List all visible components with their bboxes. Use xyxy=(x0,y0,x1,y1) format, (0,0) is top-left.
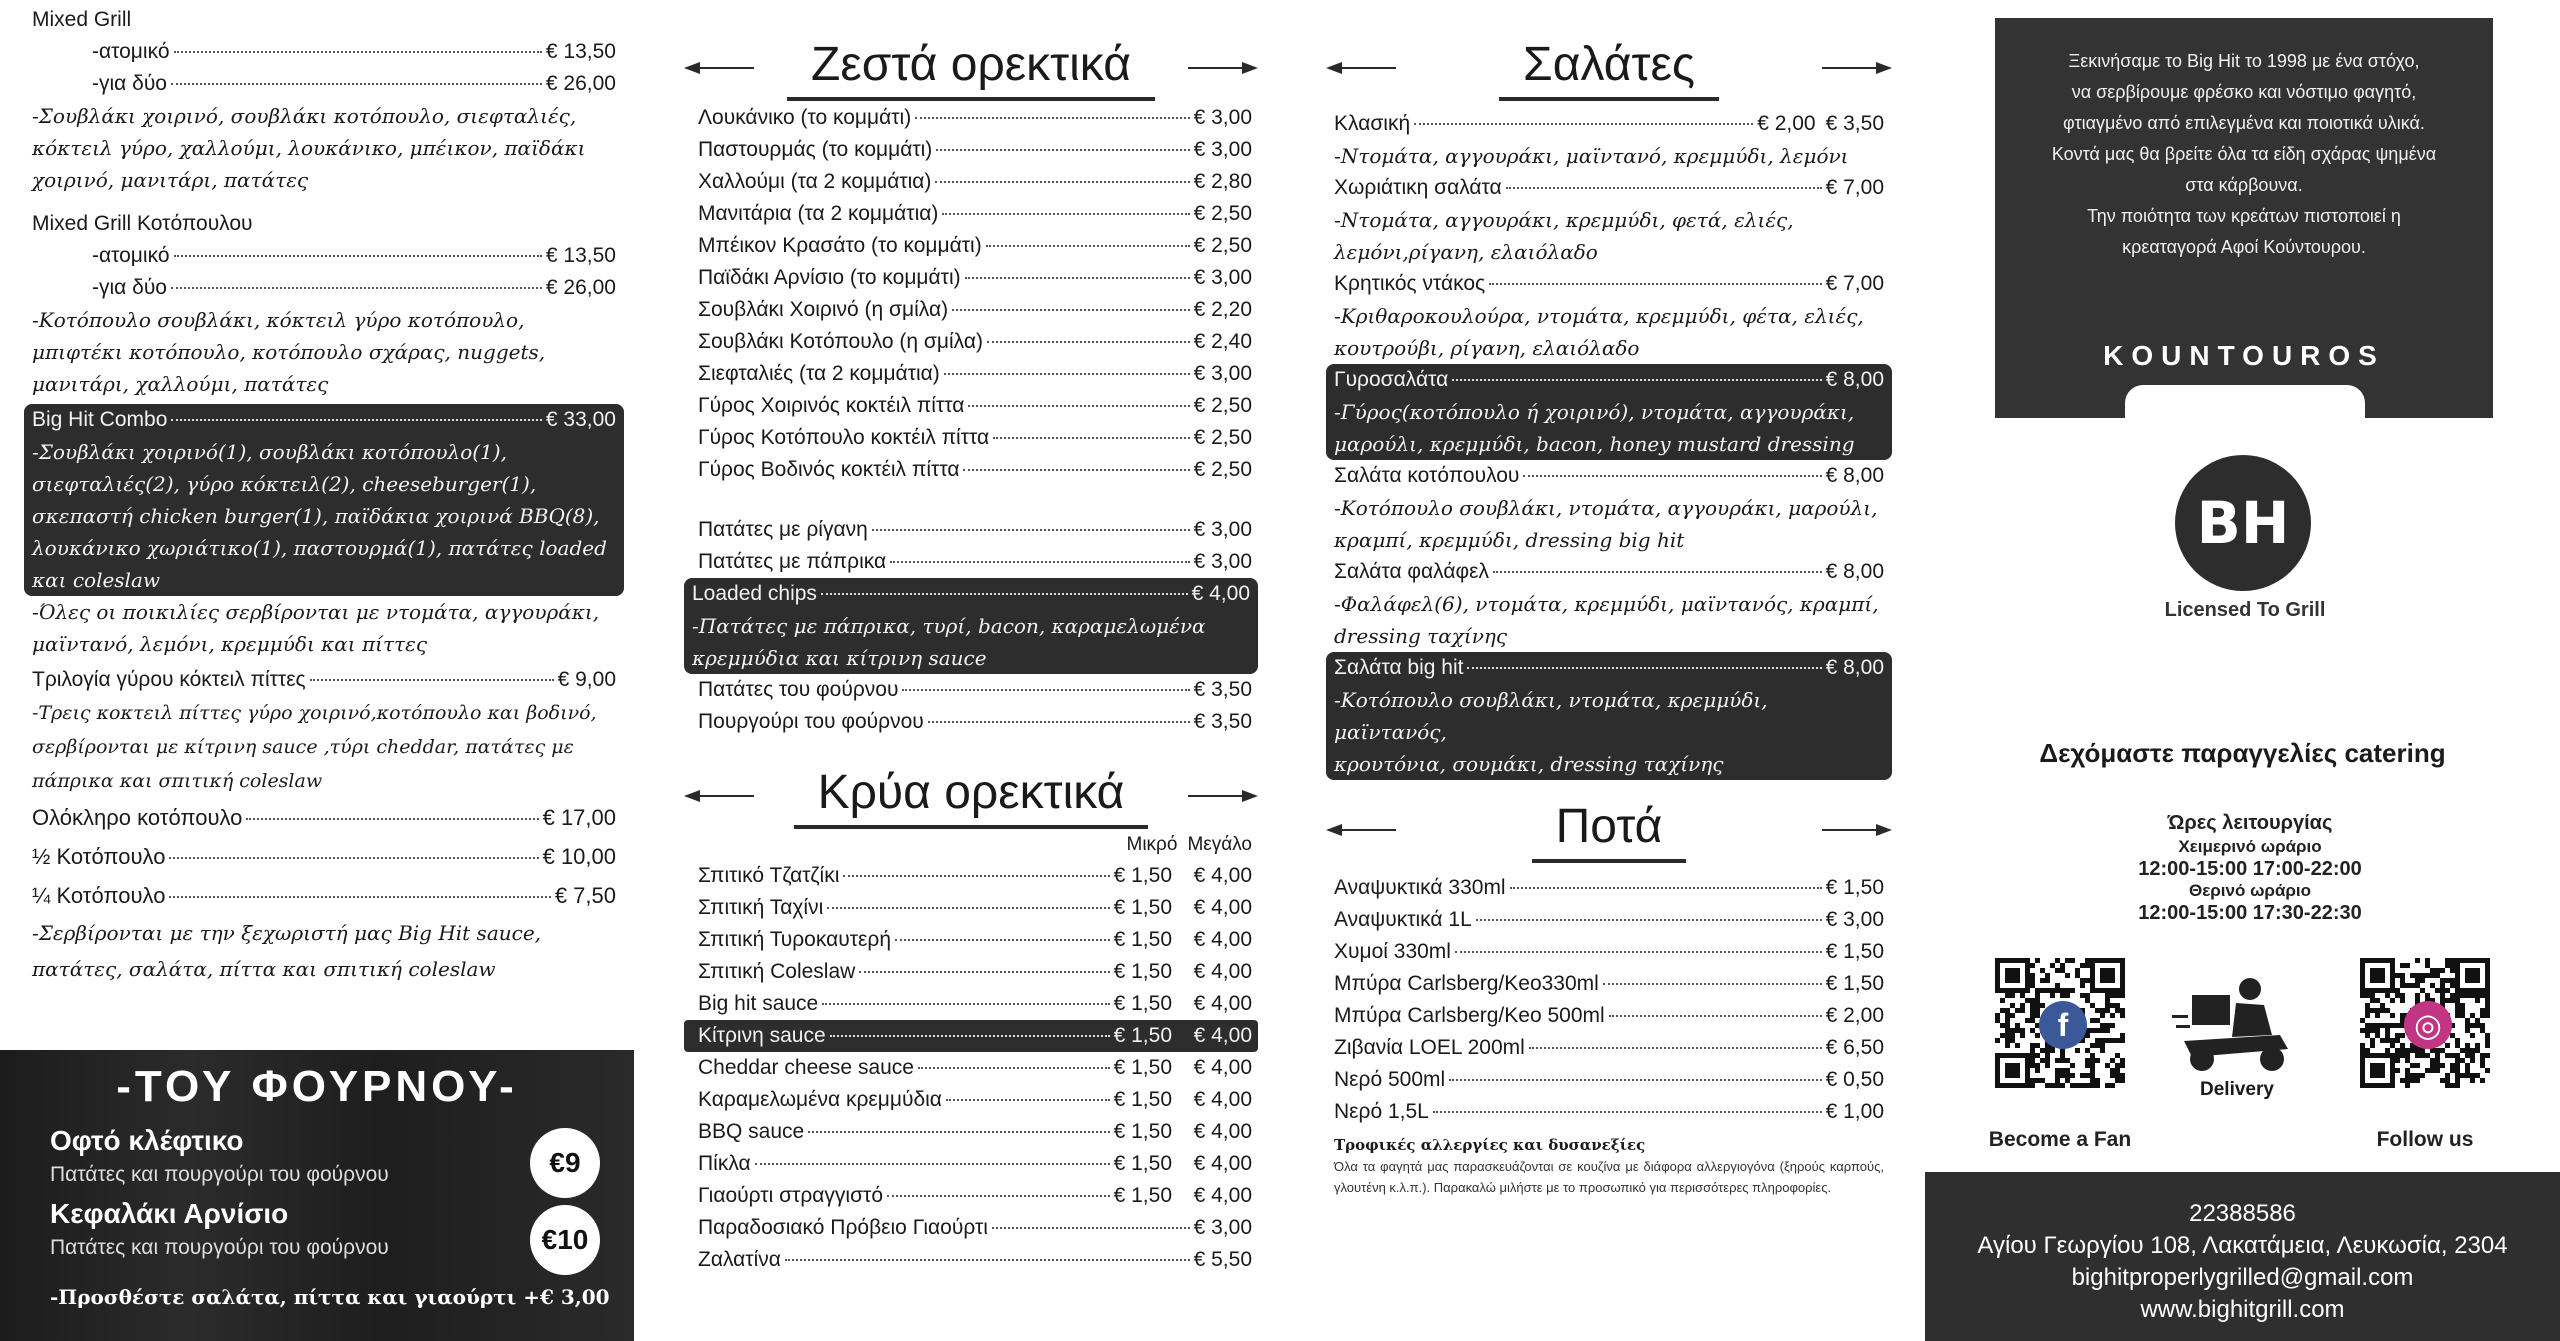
hot-appetizer-item: Μπέικον Κρασάτο (το κομμάτι) € 2,50 xyxy=(698,234,1252,257)
hot-appetizer-item: Σιεφταλιές (τα 2 κομμάτια) € 3,00 xyxy=(698,362,1252,385)
drink-item: Αναψυκτικά 1L € 3,00 xyxy=(1334,908,1884,931)
cold-appetizer-item: Ζαλατίνα € 5,50 xyxy=(698,1248,1252,1271)
hot-appetizer-item: Σουβλάκι Χοιρινό (η σμίλα) € 2,20 xyxy=(698,298,1252,321)
section-title-cold: Κρύα ορεκτικά xyxy=(684,760,1258,830)
price-badge: €9 xyxy=(530,1128,600,1198)
oven-item-name: Κεφαλάκι Αρνίσιο xyxy=(50,1198,289,1229)
price-badge: €10 xyxy=(530,1205,600,1275)
item-description: -Κοτόπουλο σουβλάκι, ντομάτα, κρεμμύδι, μαϊντανός, κρουτόνια, σουμάκι, dressing ταχίνης xyxy=(1334,688,1768,776)
cold-appetizer-item: Σπιτική Coleslaw € 1,50 € 4,00 xyxy=(698,960,1252,983)
cold-appetizer-item: Big hit sauce € 1,50 € 4,00 xyxy=(698,992,1252,1015)
item-cretan: Κρητικός ντάκος € 7,00 xyxy=(1334,272,1884,295)
section-title-hot: Ζεστά ορεκτικά xyxy=(684,32,1258,102)
fries-list xyxy=(684,674,1258,738)
item-description: -Τρεις κοκτειλ πίττες γύρο χοιρινό,κοτόπουλο και βοδινό, σερβίρονται με κίτρινη sauce ,τύρι cheddar, πατάτες με πάπρικα και σπιτική coleslaw xyxy=(32,702,597,792)
hot-appetizer-item: Γύρος Κοτόπουλο κοκτέιλ πίττα € 2,50 xyxy=(698,426,1252,449)
item-description: -Σουβλάκι χοιρινό, σουβλάκι κοτόπουλο, σιεφταλιές, κόκτειλ γύρο, χαλλούμι, λουκάνικο, μπέικον, παϊδάκι χοιρινό, μανιτάρι, πατάτες xyxy=(32,104,586,192)
item-mixed-grill: Mixed Grill xyxy=(32,8,132,31)
instagram-icon: ◎ xyxy=(2404,1001,2452,1049)
item-description: -Φαλάφελ(6), ντομάτα, κρεμμύδι, μαϊντανός, κραμπί, dressing ταχίνης xyxy=(1334,592,1879,648)
column-info xyxy=(1925,0,2560,1341)
allergy-text: Όλα τα φαγητά μας παρασκευάζονται σε κουζίνα με διάφορα αλλεργιογόνα (ξηρούς καρπούς, γλουτένη κ.λ.π.). Παρακαλώ μιλήστε με το προσωπικό για περισσότερες πληροφορίες. xyxy=(1334,1159,1884,1195)
loaded-box xyxy=(684,578,1258,674)
oven-title: -ΤΟΥ ΦΟΥΡΝΟΥ- xyxy=(116,1062,518,1111)
item-classic: Κλασική € 2,00 € 3,50 xyxy=(1334,112,1884,135)
price-row: -ατομικό € 13,50 xyxy=(92,40,616,63)
item-chicken-salad: Σαλάτα κοτόπουλου € 8,00 xyxy=(1334,464,1884,487)
instagram-qr-code[interactable] xyxy=(2345,958,2505,1088)
cold-appetizer-item: Σπιτική Τυροκαυτερή € 1,50 € 4,00 xyxy=(698,928,1252,951)
item-chicken-whole: Ολόκληρο κοτόπουλο € 17,00 xyxy=(32,805,616,830)
hot-appetizer-item: Λουκάνικο (το κομμάτι) € 3,00 xyxy=(698,106,1252,129)
oven-item-sub: Πατάτες και πουργούρι του φούρνου xyxy=(50,1163,389,1186)
column-salads xyxy=(1326,0,1892,1198)
phone: 22388586 xyxy=(2189,1200,2296,1227)
price-row: -ατομικό € 13,50 xyxy=(92,244,616,267)
cold-appetizer-item: Γιαούρτι στραγγιστό € 1,50 € 4,00 xyxy=(698,1184,1252,1207)
item-trilogy: Τριλογία γύρου κόκτειλ πίττες € 9,00 xyxy=(32,668,616,691)
price-row: -για δύο € 26,00 xyxy=(92,276,616,299)
become-fan-label: Become a Fan xyxy=(1988,1128,2132,1151)
item-bighit-salad: Σαλάτα big hit € 8,00 xyxy=(1334,656,1884,679)
cold-single-list xyxy=(684,1212,1258,1276)
drink-item: Αναψυκτικά 330ml € 1,50 xyxy=(1334,876,1884,899)
item-description: -Γύρος(κοτόπουλο ή χοιρινό), ντομάτα, αγγουράκι, μαρούλι, κρεμμύδι, bacon, honey mustard dressing xyxy=(1334,400,1855,456)
fries-list xyxy=(684,514,1258,578)
item-description: -Κοτόπουλο σουβλάκι, ντομάτα, αγγουράκι, μαρούλι, κραμπί, κρεμμύδι, dressing big hit xyxy=(1334,496,1878,552)
oven-section xyxy=(0,1050,634,1341)
email: bighitproperlygrilled@gmail.com xyxy=(2071,1264,2414,1291)
fries-item: Πατάτες του φούρνου € 3,50 xyxy=(698,678,1252,701)
cold-appetizer-item: Παραδοσιακό Πρόβειο Γιαούρτι € 3,00 xyxy=(698,1216,1252,1239)
fries-item: Πατάτες με ρίγανη € 3,00 xyxy=(698,518,1252,541)
hot-appetizer-item: Παϊδάκι Αρνίσιο (το κομμάτι) € 3,00 xyxy=(698,266,1252,289)
oven-item-name: Οφτό κλέφτικο xyxy=(50,1125,244,1156)
drinks-list xyxy=(1326,872,1892,1128)
facebook-qr-code[interactable] xyxy=(1980,958,2140,1088)
drink-item: Νερό 1,5L € 1,00 xyxy=(1334,1100,1884,1123)
cold-appetizer-item: Σπιτικό Τζατζίκι € 1,50 € 4,00 xyxy=(698,864,1252,887)
column-appetizers xyxy=(684,0,1258,1276)
oven-extra: -Προσθέστε σαλάτα, πίττα και γιαούρτι +€ 3,00 xyxy=(50,1285,610,1309)
bighit-salad-box xyxy=(1326,652,1892,780)
story-box: Ξεκινήσαμε το Big Hit το 1998 με ένα στόχο, να σερβίρουμε φρέσκο και νόστιμο φαγητό, φτιαγμένο από επιλεγμένα και ποιοτικά υλικά. Κοντά μας θα βρείτε όλα τα είδη σχάρας ψημένα στα κάρβουνα. Την ποιότητα των κρεάτων πιστοποιεί η κρεαταγορά Αφοί Κούντουρου. KOUNTOUROS xyxy=(1995,18,2493,418)
oven-item-sub: Πατάτες και πουργούρι του φούρνου xyxy=(50,1236,389,1259)
cold-appetizer-item: Σπιτική Ταχίνι € 1,50 € 4,00 xyxy=(698,896,1252,919)
item-gyro-salad: Γυροσαλάτα € 8,00 xyxy=(1334,368,1884,391)
bh-logo: BH xyxy=(2175,455,2311,591)
item-mixed-chicken: Mixed Grill Κοτόπουλου xyxy=(32,212,253,235)
contact-block xyxy=(1925,1172,2560,1341)
address: Αγίου Γεωργίου 108, Λακατάμεια, Λευκωσία, 2304 xyxy=(1977,1232,2508,1259)
hot-list xyxy=(684,102,1258,486)
website: www.bighitgrill.com xyxy=(2140,1296,2345,1323)
hot-appetizer-item: Σουβλάκι Κοτόπουλο (η σμίλα) € 2,40 xyxy=(698,330,1252,353)
cold-appetizer-item: Cheddar cheese sauce € 1,50 € 4,00 xyxy=(698,1056,1252,1079)
item-chicken-half: ½ Κοτόπουλο € 10,00 xyxy=(32,844,616,869)
section-title-drinks: Ποτά xyxy=(1326,794,1892,864)
item-combo: Big Hit Combo € 33,00 xyxy=(32,408,616,431)
item-description: -Κριθαροκουλούρα, ντομάτα, κρεμμύδι, φέτα, ελιές, κουτρούβι, ρίγανη, ελαιόλαδο xyxy=(1334,304,1864,360)
item-description: -Πατάτες με πάπρικα, τυρί, bacon, καραμελωμένα κρεμμύδια και κίτρινη sauce xyxy=(692,614,1206,670)
item-description: -Σουβλάκι χοιρινό(1), σουβλάκι κοτόπουλο(1), σιεφταλιές(2), γύρο κόκτειλ(2), cheeseburger(1), σκεπαστή chicken burger(1), παϊδάκια χοιρινά BBQ(8), λουκάνικο χωριάτικο(1), παστουρμά(1), πατάτες loaded και coleslaw xyxy=(32,440,607,592)
gyro-salad-box xyxy=(1326,364,1892,460)
delivery-label: Delivery xyxy=(2200,1079,2274,1100)
combo-note: -Όλες οι ποικιλίες σερβίρονται με ντομάτα, αγγουράκι, μαϊντανό, λεμόνι, κρεμμύδι και πίττες xyxy=(32,600,600,656)
delivery-icon xyxy=(2172,975,2302,1100)
opening-hours: Ώρες λειτουργίας Χειμερινό ωράριο 12:00-15:00 17:00-22:00 Θερινό ωράριο 12:00-15:00 17:30-22:30 xyxy=(2138,812,2362,924)
fries-item: Πατάτες με πάπρικα € 3,00 xyxy=(698,550,1252,573)
bh-logo-card xyxy=(2125,385,2365,685)
hot-appetizer-item: Γύρος Βοδινός κοκτέιλ πίττα € 2,50 xyxy=(698,458,1252,481)
drink-item: Μπύρα Carlsberg/Keo330ml € 1,50 xyxy=(1334,972,1884,995)
item-chicken-quarter: ¼ Κοτόπουλο € 7,50 xyxy=(32,883,616,908)
hot-appetizer-item: Μανιτάρια (τα 2 κομμάτια) € 2,50 xyxy=(698,202,1252,225)
price-row: -για δύο € 26,00 xyxy=(92,72,616,95)
cold-list xyxy=(684,860,1258,1212)
size-header: Μικρό Μεγάλο xyxy=(1126,834,1252,855)
drink-item: Νερό 500ml € 0,50 xyxy=(1334,1068,1884,1091)
drink-item: Ζιβανία LOEL 200ml € 6,50 xyxy=(1334,1036,1884,1059)
hot-appetizer-item: Γύρος Χοιρινός κοκτέιλ πίττα € 2,50 xyxy=(698,394,1252,417)
combo-box xyxy=(24,404,624,596)
cold-appetizer-item: Πίκλα € 1,50 € 4,00 xyxy=(698,1152,1252,1175)
fries-item: Πουργούρι του φούρνου € 3,50 xyxy=(698,710,1252,733)
drink-item: Χυμοί 330ml € 1,50 xyxy=(1334,940,1884,963)
item-description: -Ντομάτα, αγγουράκι, μαϊντανό, κρεμμύδι, λεμόνι xyxy=(1334,144,1849,168)
hot-appetizer-item: Παστουρμάς (το κομμάτι) € 3,00 xyxy=(698,138,1252,161)
allergy-title: Τροφικές αλλεργίες και δυσανεξίες xyxy=(1334,1136,1646,1154)
item-village: Χωριάτικη σαλάτα € 7,00 xyxy=(1334,176,1884,199)
column-grills xyxy=(0,0,634,987)
section-title-salads: Σαλάτες xyxy=(1326,32,1892,102)
cold-appetizer-item: BBQ sauce € 1,50 € 4,00 xyxy=(698,1120,1252,1143)
cold-appetizer-item: Κίτρινη sauce € 1,50 € 4,00 xyxy=(698,1024,1252,1047)
item-falafel-salad: Σαλάτα φαλάφελ € 8,00 xyxy=(1334,560,1884,583)
item-loaded: Loaded chips € 4,00 xyxy=(692,582,1250,605)
kountouros-logo: KOUNTOUROS xyxy=(2103,340,2385,371)
follow-us-label: Follow us xyxy=(2376,1128,2474,1151)
drink-item: Μπύρα Carlsberg/Keo 500ml € 2,00 xyxy=(1334,1004,1884,1027)
licensed-text: Licensed To Grill xyxy=(2164,599,2326,621)
item-description: -Ντομάτα, αγγουράκι, κρεμμύδι, φετά, ελιές, λεμόνι,ρίγανη, ελαιόλαδο xyxy=(1334,208,1794,264)
catering-text: Δεχόμαστε παραγγελίες catering xyxy=(2039,738,2446,768)
facebook-icon: f xyxy=(2039,1001,2087,1049)
item-description: -Σερβίρονται με την ξεχωριστή μας Big Hit sauce, πατάτες, σαλάτα, πίττα και σπιτική coleslaw xyxy=(32,921,542,981)
hot-appetizer-item: Χαλλούμι (τα 2 κομμάτια) € 2,80 xyxy=(698,170,1252,193)
item-description: -Κοτόπουλο σουβλάκι, κόκτειλ γύρο κοτόπουλο, μπιφτέκι κοτόπουλο, κοτόπουλο σχάρας, nuggets, μανιτάρι, χαλλούμι, πατάτες xyxy=(32,308,546,396)
cold-appetizer-item: Καραμελωμένα κρεμμύδια € 1,50 € 4,00 xyxy=(698,1088,1252,1111)
